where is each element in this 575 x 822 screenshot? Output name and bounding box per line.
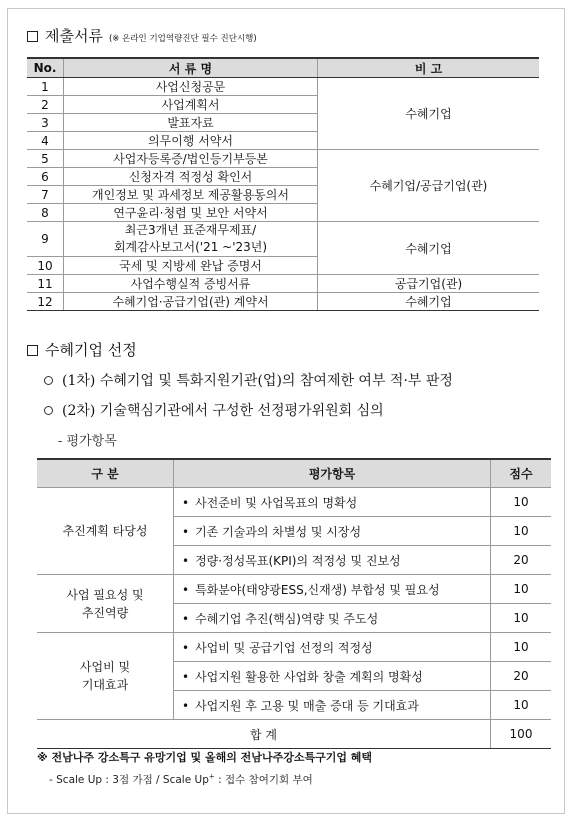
row-no: 7 (27, 186, 64, 204)
bullet-dot-icon: • (182, 524, 190, 539)
table-row (27, 150, 539, 168)
row-doc-name: 사업수행실적 증빙서류 (64, 275, 318, 293)
row-remark: 수혜기업 (318, 78, 540, 150)
score-cell: 20 (491, 546, 552, 575)
section-title-text: 제출서류 (45, 27, 103, 45)
table-row (37, 488, 551, 517)
row-doc-name: 연구윤리·청렴 및 보안 서약서 (64, 204, 318, 222)
eval-items-label: - 평가항목 (58, 434, 117, 449)
selection-item-text: (2차) 기술핵심기관에서 구성한 선정평가위원회 심의 (62, 403, 384, 419)
criterion-cell (174, 488, 491, 517)
row-doc-name: 사업신청공문 (64, 78, 318, 96)
footer-note: ※ 전남나주 강소특구 유망기업 및 올해의 전남나주강소특구기업 혜택 (37, 751, 373, 764)
criterion-cell (174, 546, 491, 575)
category-line2: 추진역량 (81, 605, 129, 620)
col-header-no: No. (27, 58, 64, 78)
row-doc-name: 사업자등록증/법인등기부등본 (64, 150, 318, 168)
criterion-text: 기존 기술과의 차별성 및 시장성 (195, 524, 362, 539)
category-cell (37, 575, 174, 633)
category-line1: 사업 필요성 및 (66, 587, 144, 602)
total-row (37, 720, 551, 749)
col-header-remark: 비 고 (318, 58, 540, 78)
col-header-category: 구 분 (37, 459, 174, 488)
section-title-text: 수혜기업 선정 (45, 341, 137, 359)
score-cell: 20 (491, 662, 552, 691)
row-no: 4 (27, 132, 64, 150)
footer-detail-a: - Scale Up : 3점 가점 / Scale Up (49, 774, 209, 786)
category-cell: 추진계획 타당성 (37, 488, 174, 575)
row-doc-name: 발표자료 (64, 114, 318, 132)
row-doc-name: 국세 및 지방세 완납 증명서 (64, 257, 318, 275)
score-cell: 10 (491, 488, 552, 517)
score-cell: 10 (491, 517, 552, 546)
criterion-text: 정량·정성목표(KPI)의 적정성 및 진보성 (195, 553, 401, 568)
criterion-text: 특화분야(태양광ESS,신재생) 부합성 및 필요성 (195, 582, 440, 597)
category-line1: 사업비 및 (79, 660, 131, 674)
selection-item-text: (1차) 수혜기업 및 특화지원기관(업)의 참여제한 여부 적·부 판정 (62, 373, 453, 389)
footer-detail-b: : 접수 참여기회 부여 (214, 774, 313, 786)
criterion-cell (174, 633, 491, 662)
row-no: 9 (27, 222, 64, 257)
score-cell: 10 (491, 575, 552, 604)
row-no: 10 (27, 257, 64, 275)
row-no: 12 (27, 293, 64, 311)
table-row (37, 633, 551, 662)
col-header-score: 점수 (491, 459, 552, 488)
checkbox-square-icon (27, 31, 38, 42)
table-header-row (37, 459, 551, 488)
row-doc-name: 수혜기업·공급기업(관) 계약서 (64, 293, 318, 311)
category-cell (37, 633, 174, 720)
row-doc-name-line2: 회계감사보고서('21 ~'23년) (113, 240, 268, 254)
score-cell: 10 (491, 604, 552, 633)
row-remark: 수혜기업/공급기업(관) (318, 150, 540, 222)
row-doc-name (64, 222, 318, 257)
bullet-dot-icon: • (182, 495, 190, 510)
row-doc-name-line1: 최근3개년 표준재무제표/ (124, 223, 257, 237)
row-no: 11 (27, 275, 64, 293)
table-header-row (27, 58, 539, 78)
table-row (37, 575, 551, 604)
row-no: 2 (27, 96, 64, 114)
bullet-dot-icon: • (182, 640, 190, 655)
criterion-text: 수혜기업 추진(핵심)역량 및 주도성 (195, 611, 379, 626)
documents-table (27, 57, 539, 311)
row-remark: 수혜기업 (318, 222, 540, 275)
col-header-criteria: 평가항목 (174, 459, 491, 488)
table-row (27, 222, 539, 257)
criterion-cell (174, 517, 491, 546)
circle-bullet-icon (44, 376, 53, 385)
evaluation-table (37, 458, 551, 749)
circle-bullet-icon (44, 406, 53, 415)
total-label: 합 계 (37, 720, 491, 749)
section-note: (※ 온라인 기업역량진단 필수 진단시행) (108, 34, 257, 44)
row-doc-name: 의무이행 서약서 (64, 132, 318, 150)
row-doc-name: 개인정보 및 과세정보 제공활용동의서 (64, 186, 318, 204)
criterion-cell (174, 575, 491, 604)
criterion-cell (174, 604, 491, 633)
table-row (27, 293, 539, 311)
bullet-dot-icon: • (182, 669, 190, 684)
criterion-text: 사전준비 및 사업목표의 명확성 (195, 495, 358, 510)
criterion-text: 사업지원 활용한 사업화 창출 계획의 명확성 (195, 669, 423, 684)
table-row (27, 275, 539, 293)
section-title-documents (27, 25, 257, 46)
footer-detail-sup: + (208, 772, 215, 781)
score-cell: 10 (491, 633, 552, 662)
selection-item-2 (44, 400, 384, 420)
row-remark: 공급기업(관) (318, 275, 540, 293)
bullet-dot-icon: • (182, 553, 190, 568)
row-remark: 수혜기업 (318, 293, 540, 311)
row-no: 8 (27, 204, 64, 222)
row-doc-name: 신청자격 적정성 확인서 (64, 168, 318, 186)
row-no: 5 (27, 150, 64, 168)
bullet-dot-icon: • (182, 698, 190, 713)
criterion-cell (174, 662, 491, 691)
section-title-selection (27, 339, 137, 360)
bullet-dot-icon: • (182, 582, 190, 597)
row-no: 6 (27, 168, 64, 186)
checkbox-square-icon (27, 345, 38, 356)
total-score: 100 (491, 720, 552, 749)
score-cell: 10 (491, 691, 552, 720)
col-header-name: 서 류 명 (64, 58, 318, 78)
table-row (27, 78, 539, 96)
row-no: 1 (27, 78, 64, 96)
row-no: 3 (27, 114, 64, 132)
bullet-dot-icon: • (182, 611, 190, 626)
criterion-cell (174, 691, 491, 720)
category-line2: 기대효과 (81, 678, 129, 692)
criterion-text: 사업지원 후 고용 및 매출 증대 등 기대효과 (195, 698, 419, 713)
row-doc-name: 사업계획서 (64, 96, 318, 114)
selection-item-1 (44, 370, 453, 390)
footer-detail (49, 772, 313, 787)
criterion-text: 사업비 및 공급기업 선정의 적정성 (195, 640, 373, 655)
